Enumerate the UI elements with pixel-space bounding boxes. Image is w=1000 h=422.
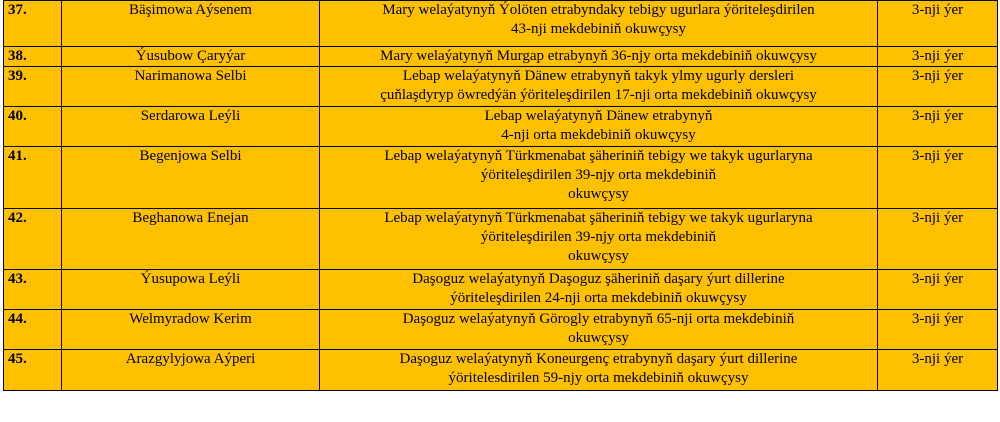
row-number: 38. <box>4 47 62 67</box>
student-name: Ýusubow Çaryýar <box>62 47 320 67</box>
student-name: Ýusupowa Leýli <box>62 270 320 310</box>
place-award: 3-nji ýer <box>878 209 998 270</box>
place-award: 3-nji ýer <box>878 350 998 391</box>
school-line: Daşoguz welaýatynyň Görogly etrabynyň 65-nji orta mekdebiniň <box>402 311 795 327</box>
place-award: 3-nji ýer <box>878 1 998 47</box>
row-number: 39. <box>4 67 62 107</box>
place-award: 3-nji ýer <box>878 147 998 209</box>
results-table <box>3 0 998 391</box>
school-line: Mary welaýatynyň Murgap etrabynyň 36-njy orta mekdebiniň okuwçysy <box>380 48 817 64</box>
school-description <box>320 107 878 147</box>
school-line: Lebap welaýatynyň Türkmenabat şäheriniň tebigy we takyk ugurlaryna <box>384 148 813 164</box>
student-name: Bäşimowa Aýsenem <box>62 1 320 47</box>
table-row <box>4 350 998 391</box>
row-number: 40. <box>4 107 62 147</box>
school-line: Daşoguz welaýatynyň Daşoguz şäheriniň daşary ýurt dillerine <box>412 271 785 287</box>
school-line: 4-nji orta mekdebiniň okuwçysy <box>501 127 696 143</box>
table-row <box>4 270 998 310</box>
student-name: Arazgylyjowa Aýperi <box>62 350 320 391</box>
school-description <box>320 147 878 209</box>
row-number: 42. <box>4 209 62 270</box>
school-description <box>320 209 878 270</box>
school-line: Lebap welaýatynyň Dänew etrabynyň <box>484 108 713 124</box>
school-line: çuňlaşdyryp öwredýän ýöriteleşdirilen 17-nji orta mekdebiniň okuwçysy <box>380 87 817 103</box>
student-name: Narimanowa Selbi <box>62 67 320 107</box>
student-name: Beghanowa Enejan <box>62 209 320 270</box>
school-line: ýöriteleşdirilen 39-njy orta mekdebiniň <box>480 167 717 183</box>
school-line: 43-nji mekdebiniň okuwçysy <box>511 21 686 37</box>
school-line: ýöriteleşdirilen 39-njy orta mekdebiniň <box>480 229 717 245</box>
row-number: 41. <box>4 147 62 209</box>
school-line: ýöritelesdirilen 59-njy orta mekdebiniň okuwçysy <box>448 370 749 386</box>
table-row <box>4 147 998 209</box>
place-award: 3-nji ýer <box>878 67 998 107</box>
place-award: 3-nji ýer <box>878 47 998 67</box>
school-line: ýöriteleşdirilen 24-nji orta mekdebiniň okuwçysy <box>450 290 747 306</box>
table-row <box>4 209 998 270</box>
school-line: Mary welaýatynyň Ýolöten etrabyndaky tebigy ugurlara ýöriteleşdirilen <box>382 2 815 18</box>
table-row <box>4 310 998 350</box>
row-number: 43. <box>4 270 62 310</box>
school-description <box>320 67 878 107</box>
place-award: 3-nji ýer <box>878 310 998 350</box>
table-row <box>4 67 998 107</box>
school-description <box>320 1 878 47</box>
school-description <box>320 270 878 310</box>
row-number: 37. <box>4 1 62 47</box>
school-line: Lebap welaýatynyň Dänew etrabynyň takyk ylmy ugurly dersleri <box>402 68 795 84</box>
school-line: Lebap welaýatynyň Türkmenabat şäheriniň tebigy we takyk ugurlaryna <box>384 210 813 226</box>
place-award: 3-nji ýer <box>878 270 998 310</box>
student-name: Welmyradow Kerim <box>62 310 320 350</box>
student-name: Serdarowa Leýli <box>62 107 320 147</box>
row-number: 44. <box>4 310 62 350</box>
school-line: okuwçysy <box>568 186 629 202</box>
school-line: okuwçysy <box>568 248 629 264</box>
school-description <box>320 47 878 67</box>
table-row <box>4 1 998 47</box>
place-award: 3-nji ýer <box>878 107 998 147</box>
school-line: okuwçysy <box>568 330 629 346</box>
table-row <box>4 47 998 67</box>
row-number: 45. <box>4 350 62 391</box>
results-table-body <box>4 1 998 391</box>
school-description <box>320 310 878 350</box>
student-name: Begenjowa Selbi <box>62 147 320 209</box>
school-description <box>320 350 878 391</box>
school-line: Daşoguz welaýatynyň Koneurgenç etrabynyň daşary ýurt dillerine <box>399 351 798 367</box>
table-row <box>4 107 998 147</box>
